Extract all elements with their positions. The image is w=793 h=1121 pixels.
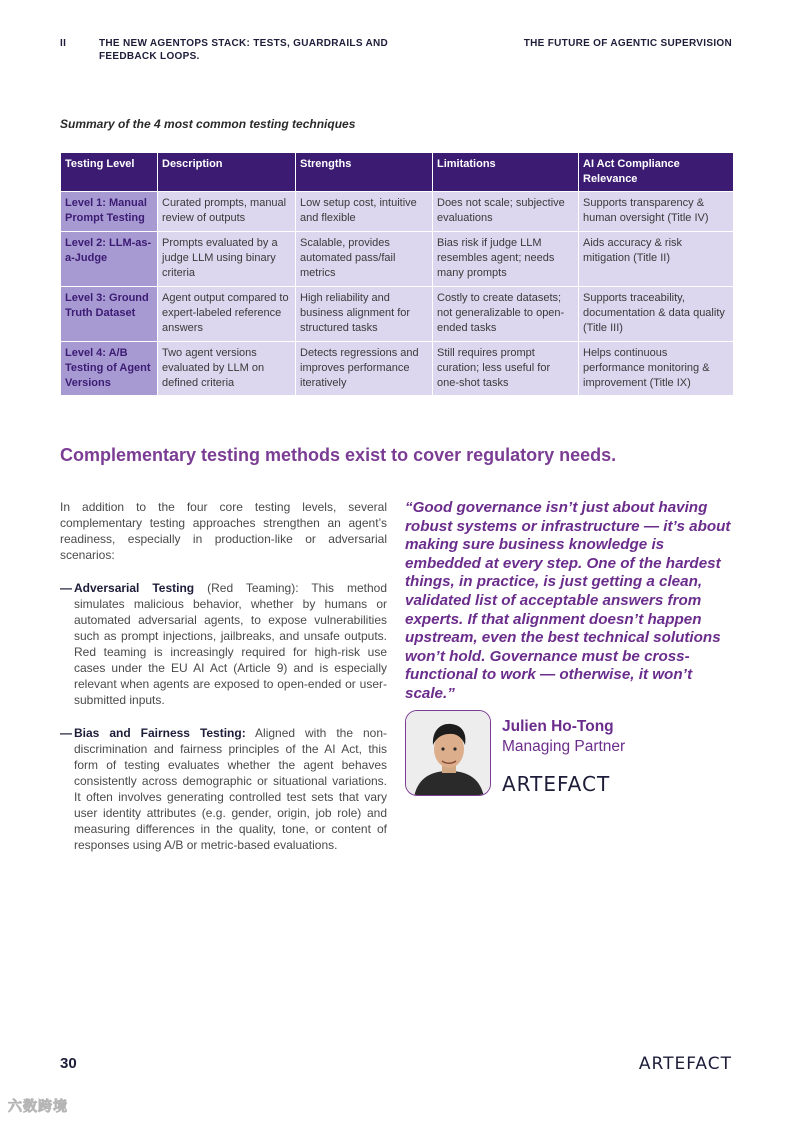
body-text-column: [60, 499, 387, 870]
footer-logo: ARTEFACT: [638, 1054, 732, 1074]
table-cell: Helps continuous performance monitoring & improvement (Title IX): [579, 342, 734, 396]
table-cell: Detects regressions and improves performance iteratively: [296, 342, 433, 396]
table-cell: Low setup cost, intuitive and flexible: [296, 192, 433, 232]
table-caption: Summary of the 4 most common testing techniques: [60, 117, 356, 131]
bullet-text: Aligned with the non-discrimination and fairness principles of the AI Act, this form of testing evaluates whether the agent behaves consistently across demographic or situational variations. It often involves generating controlled test sets that vary user identity attributes (e.g. gender, origin, job role) and measuring differences in the quality, tone, or content of responses using A/B or metric-based evaluations.: [74, 726, 387, 852]
table-cell: Supports traceability, documentation & data quality (Title III): [579, 287, 734, 342]
section-title: Complementary testing methods exist to cover regulatory needs.: [60, 445, 617, 465]
section-number: II: [60, 38, 67, 49]
dash-bullet-icon: —: [60, 581, 72, 595]
chapter-title: THE NEW AGENTOPS STACK: TESTS, GUARDRAILS AND FEEDBACK LOOPS.: [99, 38, 389, 62]
watermark: 六数跨境: [8, 1098, 68, 1114]
bullet-term: Bias and Fairness Testing:: [74, 726, 246, 740]
level-cell: Level 1: Manual Prompt Testing: [61, 192, 158, 232]
table-header-row: [61, 153, 734, 192]
bullet-adversarial: [60, 580, 387, 708]
table-cell: Agent output compared to expert-labeled reference answers: [158, 287, 296, 342]
column-header: Testing Level: [61, 153, 158, 192]
level-cell: Level 2: LLM-as-a-Judge: [61, 232, 158, 287]
level-cell: Level 3: Ground Truth Dataset: [61, 287, 158, 342]
person-name: Julien Ho-Tong: [502, 718, 614, 735]
person-role: Managing Partner: [502, 738, 626, 755]
bullet-text: : This method simulates malicious behavior, whether by humans or automated adversarial agents, to expose vulnerabilities such as prompt injections, jailbreaks, and unsafe outputs. Red teaming is increasingly required for high-risk use cases under the EU AI Act (Article 9) and is especially relevant when agents are exposed to open-ended or user-submitted inputs.: [74, 581, 387, 707]
table-cell: Bias risk if judge LLM resembles agent; needs many prompts: [433, 232, 579, 287]
bullet-bias-fairness: [60, 725, 387, 853]
table-row: [61, 192, 734, 232]
dash-bullet-icon: —: [60, 726, 72, 740]
table-cell: High reliability and business alignment for structured tasks: [296, 287, 433, 342]
page-number: 30: [60, 1055, 77, 1072]
table-cell: Costly to create datasets; not generalizable to open-ended tasks: [433, 287, 579, 342]
table-cell: Scalable, provides automated pass/fail metrics: [296, 232, 433, 287]
table-row: [61, 342, 734, 396]
column-header: Description: [158, 153, 296, 192]
table-cell: Two agent versions evaluated by LLM on defined criteria: [158, 342, 296, 396]
table-row: [61, 287, 734, 342]
table-cell: Still requires prompt curation; less useful for one-shot tasks: [433, 342, 579, 396]
column-header: Strengths: [296, 153, 433, 192]
table-cell: Curated prompts, manual review of outputs: [158, 192, 296, 232]
company-logo: ARTEFACT: [502, 772, 611, 796]
level-cell: Level 4: A/B Testing of Agent Versions: [61, 342, 158, 396]
table-row: [61, 232, 734, 287]
document-title: THE FUTURE OF AGENTIC SUPERVISION: [523, 38, 732, 49]
bullet-term: Adversarial Testing: [74, 581, 195, 595]
pull-quote: “Good governance isn’t just about having robust systems or infrastructure — it’s about making sure business knowledge is embedded at every step. One of the hardest things, in practice, is just getting a clean, validated list of acceptable answers from experts. If that alignment doesn’t happen upstream, even the best technical solutions won’t hold. Governance must be cross-functional to work — otherwise, it won’t scale.”: [405, 499, 731, 702]
table-cell: Aids accuracy & risk mitigation (Title II): [579, 232, 734, 287]
table-cell: Supports transparency & human oversight (Title IV): [579, 192, 734, 232]
testing-techniques-table: [60, 152, 734, 396]
column-header: Limitations: [433, 153, 579, 192]
avatar: [405, 710, 491, 796]
table-cell: Does not scale; subjective evaluations: [433, 192, 579, 232]
portrait-photo: [406, 711, 491, 796]
column-header: AI Act Compliance Relevance: [579, 153, 734, 192]
intro-paragraph: In addition to the four core testing levels, several complementary testing approaches strengthen an agent’s readiness, especially in production-like or adversarial scenarios:: [60, 500, 387, 562]
table-cell: Prompts evaluated by a judge LLM using binary criteria: [158, 232, 296, 287]
bullet-subterm: (Red Teaming): [207, 581, 296, 595]
